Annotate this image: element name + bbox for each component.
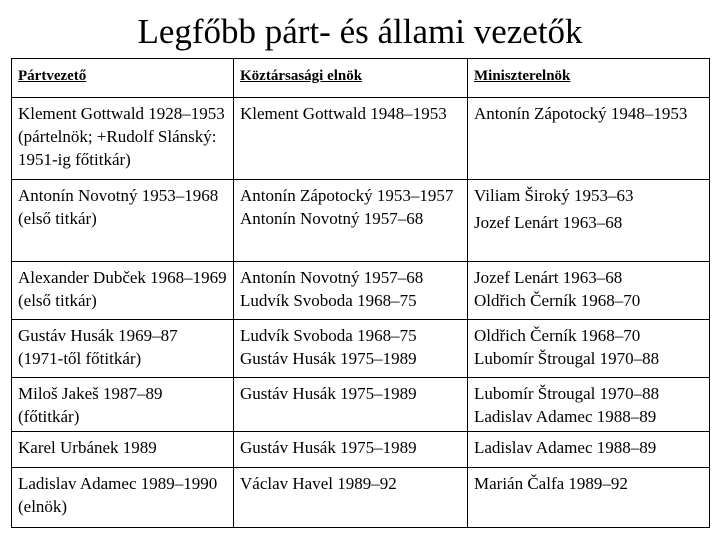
president-text: Václav Havel 1989–92 (240, 474, 397, 493)
leaders-table (11, 58, 710, 528)
prime-minister-cell (468, 180, 710, 262)
president-text: Gustáv Husák 1975–1989 (240, 438, 417, 457)
prime-minister-text: Antonín Zápotocký 1948–1953 (474, 104, 688, 123)
president-cell (234, 320, 468, 378)
prime-minister-text: Jozef Lenárt 1963–68 (474, 213, 623, 232)
table-row (12, 432, 710, 468)
president-text: Antonín Novotný 1957–68 (240, 209, 424, 228)
party-leader-cell (12, 320, 234, 378)
party-leader-cell (12, 180, 234, 262)
president-cell (234, 180, 468, 262)
prime-minister-text: Lubomír Štrougal 1970–88 (474, 384, 660, 403)
header-president: Köztársasági elnök (234, 59, 468, 98)
party-leader-cell (12, 262, 234, 320)
president-text: Antonín Zápotocký 1953–1957 (240, 186, 454, 205)
table-row (12, 468, 710, 528)
prime-minister-text: Ladislav Adamec 1988–89 (474, 407, 657, 426)
president-text: Klement Gottwald 1948–1953 (240, 104, 447, 123)
prime-minister-cell (468, 320, 710, 378)
table-row (12, 262, 710, 320)
party-leader-text: Antonín Novotný 1953–1968 (első titkár) (18, 186, 219, 228)
prime-minister-text: Oldřich Černík 1968–70 (474, 326, 641, 345)
page-title: Legfőbb párt- és állami vezetők (137, 12, 583, 51)
president-cell (234, 262, 468, 320)
header-row (12, 59, 710, 98)
party-leader-cell (12, 98, 234, 180)
prime-minister-text: Marián Čalfa 1989–92 (474, 474, 628, 493)
table-row (12, 320, 710, 378)
party-leader-cell (12, 378, 234, 432)
table-row (12, 98, 710, 180)
prime-minister-cell (468, 468, 710, 528)
party-leader-cell (12, 432, 234, 468)
president-text: Ludvík Svoboda 1968–75 (240, 291, 417, 310)
president-text: Gustáv Husák 1975–1989 (240, 349, 417, 368)
president-cell (234, 378, 468, 432)
party-leader-text: Karel Urbánek 1989 (18, 438, 157, 457)
header-prime-minister: Miniszterelnök (468, 59, 710, 98)
prime-minister-text: Oldřich Černík 1968–70 (474, 291, 641, 310)
president-text: Antonín Novotný 1957–68 (240, 268, 424, 287)
president-cell (234, 432, 468, 468)
president-cell (234, 468, 468, 528)
table-row (12, 378, 710, 432)
prime-minister-text: Viliam Široký 1953–63 (474, 186, 634, 205)
president-text: Ludvík Svoboda 1968–75 (240, 326, 417, 345)
president-cell (234, 98, 468, 180)
party-leader-text: Ladislav Adamec 1989–1990 (elnök) (18, 474, 218, 516)
prime-minister-text: Ladislav Adamec 1988–89 (474, 438, 657, 457)
prime-minister-text: Lubomír Štrougal 1970–88 (474, 349, 660, 368)
header-party-leader: Pártvezető (12, 59, 234, 98)
party-leader-text: Klement Gottwald 1928–1953 (pártelnök; +Rudolf Slánský: 1951-ig főtitkár) (18, 104, 225, 169)
prime-minister-cell (468, 262, 710, 320)
party-leader-text: Alexander Dubček 1968–1969 (első titkár) (18, 268, 227, 310)
prime-minister-cell (468, 98, 710, 180)
president-text: Gustáv Husák 1975–1989 (240, 384, 417, 403)
party-leader-text: Miloš Jakeš 1987–89 (főtitkár) (18, 384, 163, 426)
prime-minister-cell (468, 432, 710, 468)
party-leader-text: Gustáv Husák 1969–87 (1971-től főtitkár) (18, 326, 178, 368)
prime-minister-text: Jozef Lenárt 1963–68 (474, 268, 623, 287)
party-leader-cell (12, 468, 234, 528)
prime-minister-cell (468, 378, 710, 432)
table-row (12, 180, 710, 262)
